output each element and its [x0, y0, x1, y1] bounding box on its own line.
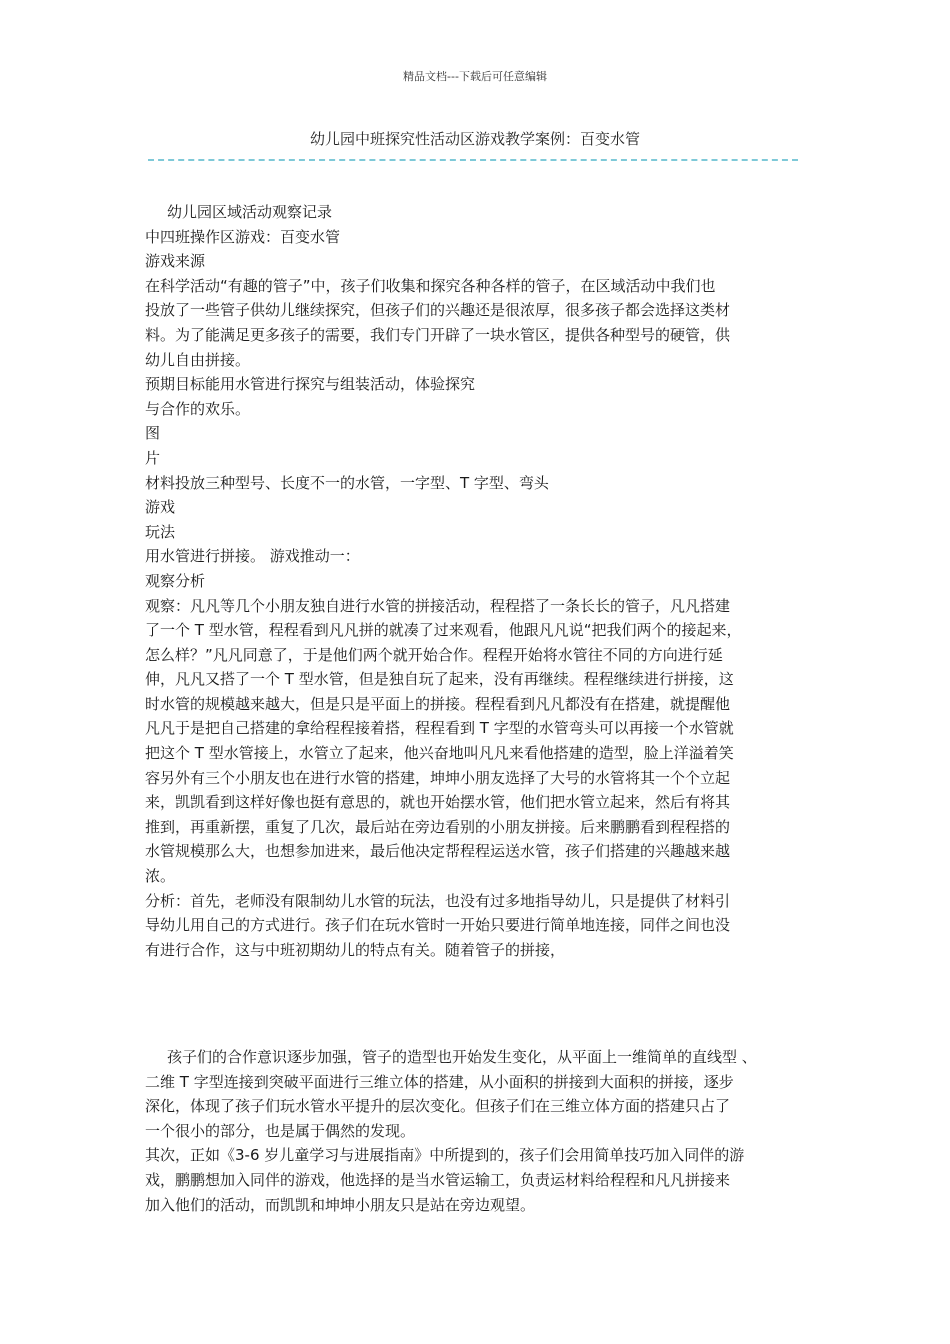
text-line: 导幼儿用自己的方式进行。孩子们在玩水管时一开始只要进行简单地连接，同伴之间也没 — [145, 916, 731, 935]
text-line: 一个很小的部分，也是属于偶然的发现。 — [145, 1121, 416, 1140]
text-line: 游戏来源 — [145, 252, 206, 271]
text-line: 推到，再重新摆，重复了几次，最后站在旁边看别的小朋友拼接。后来鹏鹏看到程程搭的 — [145, 817, 731, 836]
text-line: 玩法 — [145, 522, 176, 541]
text-line: 二维 T 字型连接到突破平面进行三维立体的搭建，从小面积的拼接到大面积的拼接，逐步 — [145, 1072, 734, 1091]
text-line: 浓。 — [145, 867, 176, 886]
text-line: 伸，凡凡又搭了一个 T 型水管，但是独自玩了起来，没有再继续。程程继续进行拼接，这 — [145, 670, 734, 689]
text-line: 料。为了能满足更多孩子的需要，我们专门开辟了一块水管区，提供各种型号的硬管，供 — [145, 325, 731, 344]
text-line: 水管规模那么大，也想参加进来，最后他决定帮程程运送水管，孩子们搭建的兴趣越来越 — [145, 842, 731, 861]
text-line: 游戏 — [145, 498, 176, 517]
analysis-continued-section — [145, 1045, 810, 1217]
text-line: 凡凡于是把自己搭建的拿给程程接着搭，程程看到 T 字型的水管弯头可以再接一个水管就 — [145, 719, 734, 738]
text-line: 来，凯凯看到这样好像也挺有意思的，就也开始摆水管，他们把水管立起来，然后有将其 — [145, 793, 731, 812]
text-line: 中四班操作区游戏：百变水管 — [145, 227, 341, 246]
text-line: 戏，鹏鹏想加入同伴的游戏，他选择的是当水管运输工，负责运材料给程程和凡凡拼接来 — [145, 1170, 731, 1189]
text-line: 观察分析 — [145, 571, 206, 590]
text-line: 用水管进行拼接。 游戏推动一： — [145, 547, 360, 566]
text-line: 片 — [145, 448, 161, 467]
text-line: 在科学活动“有趣的管子”中，孩子们收集和探究各种各样的管子，在区域活动中我们也 — [145, 276, 716, 295]
text-line: 观察：凡凡等几个小朋友独自进行水管的拼接活动，程程搭了一条长长的管子，凡凡搭建 — [145, 596, 731, 615]
text-line: 与合作的欢乐。 — [145, 399, 251, 418]
text-line: 幼儿自由拼接。 — [145, 350, 251, 369]
page-header-note: 精品文档---下载后可任意编辑 — [403, 70, 547, 83]
text-line: 其次，正如《3-6 岁儿童学习与进展指南》中所提到的，孩子们会用简单技巧加入同伴的游 — [145, 1146, 745, 1165]
text-line: 怎么样？”凡凡同意了，于是他们两个就开始合作。程程开始将水管往不同的方向进行延 — [145, 645, 723, 664]
text-line: 分析：首先，老师没有限制幼儿水管的玩法，也没有过多地指导幼儿，只是提供了材料引 — [145, 891, 731, 910]
title-divider — [148, 159, 798, 161]
document-title: 幼儿园中班探究性活动区游戏教学案例：百变水管 — [309, 130, 640, 148]
text-line: 把这个 T 型水管接上，水管立了起来，他兴奋地叫凡凡来看他搭建的造型，脸上洋溢着笑 — [145, 744, 734, 763]
text-line: 投放了一些管子供幼儿继续探究，但孩子们的兴趣还是很浓厚，很多孩子都会选择这类材 — [145, 301, 731, 320]
text-line: 容另外有三个小朋友也在进行水管的搭建，坤坤小朋友选择了大号的水管将其一个个立起 — [145, 768, 731, 787]
text-line: 预期目标能用水管进行探究与组装活动，体验探究 — [145, 375, 476, 394]
section-heading: 幼儿园区域活动观察记录 — [167, 203, 333, 221]
text-line: 深化，体现了孩子们玩水管水平提升的层次变化。但孩子们在三维立体方面的搭建只占了 — [145, 1097, 731, 1116]
text-line: 图 — [145, 424, 161, 443]
text-line: 材料投放三种型号、长度不一的水管，一字型、T 字型、弯头 — [145, 473, 549, 492]
text-line: 了一个 T 型水管，程程看到凡凡拼的就凑了过来观看，他跟凡凡说“把我们两个的接起来， — [145, 621, 742, 640]
text-line: 有进行合作，这与中班初期幼儿的特点有关。随着管子的拼接， — [145, 940, 566, 959]
text-line: 加入他们的活动，而凯凯和坤坤小朋友只是站在旁边观望。 — [145, 1195, 536, 1214]
text-line: 孩子们的合作意识逐步加强，管子的造型也开始发生变化，从平面上一维简单的直线型 、 — [167, 1048, 757, 1066]
observation-record-section — [145, 200, 810, 962]
text-line: 时水管的规模越来越大，但是只是平面上的拼接。程程看到凡凡都没有在搭建，就提醒他 — [145, 694, 731, 713]
